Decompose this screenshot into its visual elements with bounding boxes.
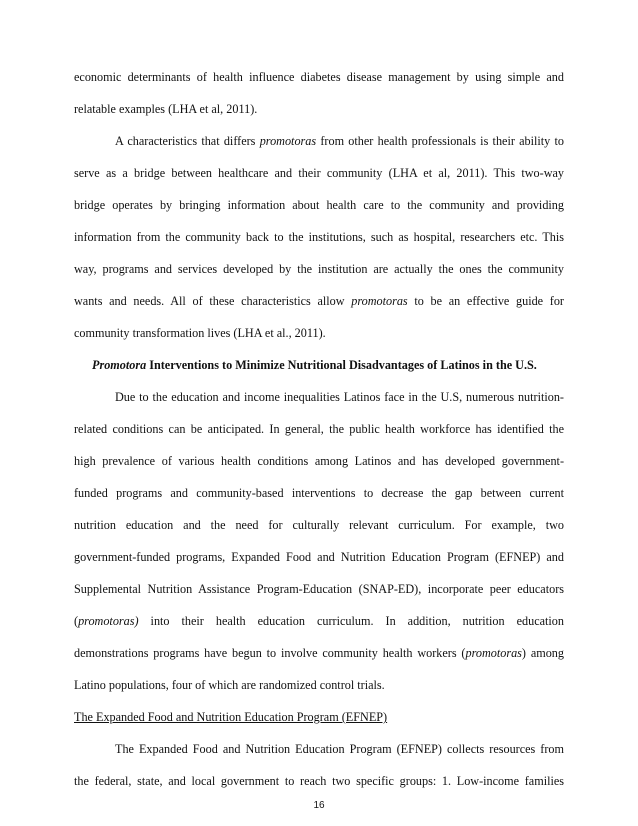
heading-italic-term: Promotora (92, 358, 147, 372)
text-run: demonstrations programs have begun to involve community health workers ( (74, 646, 466, 660)
italic-term: promotoras) (78, 614, 139, 628)
text-line: economic determinants of health influence diabetes disease management by using simple and (74, 70, 564, 84)
text-line: Latino populations, four of which are randomized control trials. (74, 678, 385, 692)
text-line: government-funded programs, Expanded Food and Nutrition Education Program (EFNEP) and (74, 550, 564, 564)
page-number: 16 (313, 800, 325, 811)
text-line: bridge operates by bringing information about health care to the community and providing (74, 198, 564, 212)
text-run: into their health education curriculum. In addition, nutrition education (138, 614, 564, 628)
text-line: Due to the education and income inequalities Latinos face in the U.S, numerous nutrition- (115, 390, 564, 404)
italic-term: promotoras (351, 294, 408, 308)
text-line: serve as a bridge between healthcare and their community (LHA et al, 2011). This two-way (74, 166, 564, 180)
text-line: related conditions can be anticipated. In general, the public health workforce has identified the (74, 422, 564, 436)
subsection-heading: The Expanded Food and Nutrition Education Program (EFNEP) (74, 710, 388, 724)
text-line: way, programs and services developed by the institution are actually the ones the community (74, 262, 564, 276)
text-run: to be an effective guide for (407, 294, 564, 308)
heading-text: Interventions to Minimize Nutritional Disadvantages of Latinos in the U.S. (146, 358, 537, 372)
text-run: A characteristics that differs (115, 134, 260, 148)
text-line: information from the community back to the institutions, such as hospital, researchers etc. This (74, 230, 564, 244)
text-line: relatable examples (LHA et al, 2011). (74, 102, 258, 116)
text-line (74, 293, 564, 309)
italic-term: promotoras (465, 646, 522, 660)
text-line (115, 133, 564, 149)
text-line: community transformation lives (LHA et al., 2011). (74, 326, 326, 340)
text-run: wants and needs. All of these characteristics allow (74, 294, 352, 308)
text-line (74, 645, 564, 661)
text-line: high prevalence of various health conditions among Latinos and has developed government- (74, 454, 564, 468)
text-line: funded programs and community-based interventions to decrease the gap between current (74, 486, 564, 500)
italic-term: promotoras (259, 134, 317, 148)
text-line: Supplemental Nutrition Assistance Program-Education (SNAP-ED), incorporate peer educators (74, 582, 564, 596)
text-line: The Expanded Food and Nutrition Education Program (EFNEP) collects resources from (115, 742, 564, 756)
text-run: ) among (521, 646, 564, 660)
text-line: nutrition education and the need for culturally relevant curriculum. For example, two (74, 518, 564, 532)
text-run: ( (74, 614, 79, 628)
text-run: from other health professionals is their ability to (316, 134, 564, 148)
section-heading (92, 357, 564, 373)
text-line (74, 613, 564, 629)
text-line: the federal, state, and local government to reach two specific groups: 1. Low-income families (74, 774, 564, 788)
